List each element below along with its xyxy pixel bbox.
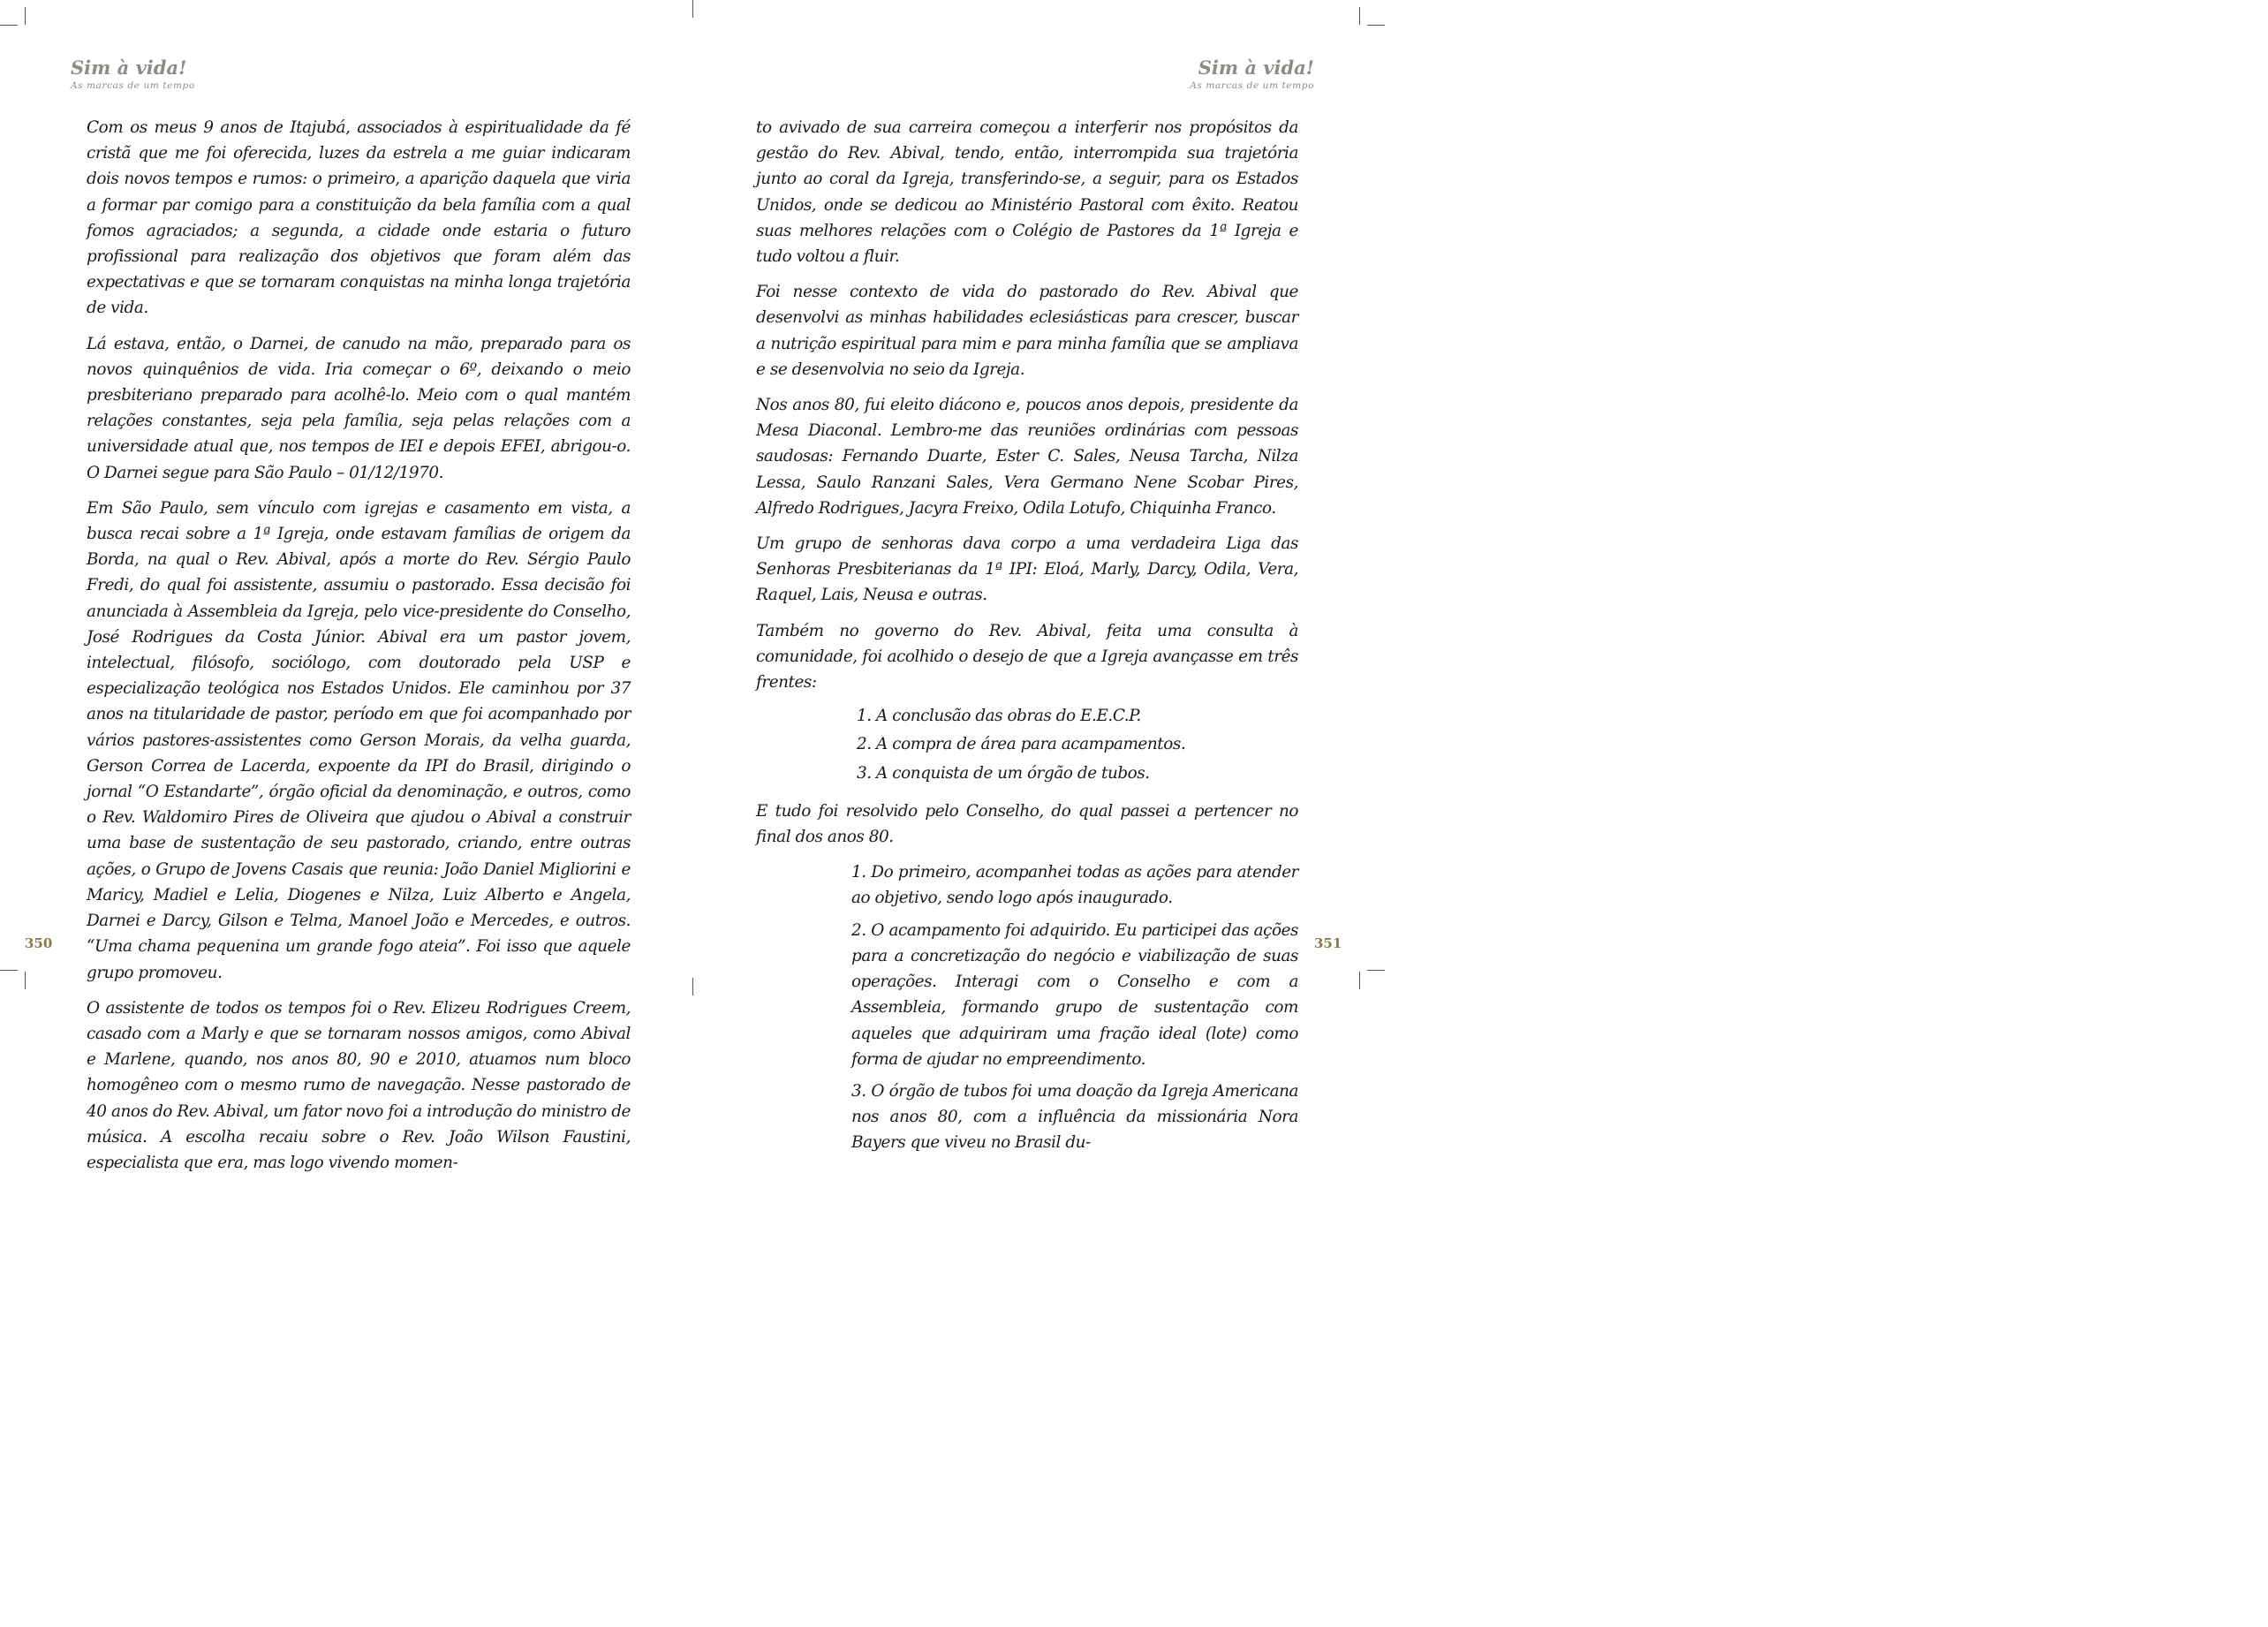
crop-mark [0,25,18,26]
book-title: Sim à vida! [71,57,187,79]
numbered-list-fronts [756,703,1298,786]
numbered-list-outcomes [756,859,1298,1155]
paragraph: E tudo foi resolvido pelo Conselho, do qual passei a pertencer no final dos anos 80. [756,801,1298,847]
paragraph: O assistente de todos os tempos foi o Rev. Elizeu Rodrigues Creem, casado com a Marly e que se tornaram nossos amigos, como Abival e Marlene, quando, nos anos 80, 90 e 2010, atuamos num bloco homogêneo com o mesmo rumo de navegação. Nesse pastorado de 40 anos do Rev. Abival, um fator novo foi a introdução do ministro de música. A escolha recaiu sobre o Rev. João Wilson Faustini, especialista que era, mas logo vivendo momen- [87,998,631,1172]
crop-mark [1359,972,1360,989]
list-item: 1. A conclusão das obras do E.E.C.P. [857,707,1141,726]
paragraph: Em São Paulo, sem vínculo com igrejas e casamento em vista, a busca recai sobre a 1ª Igreja, onde estavam famílias de origem da Borda, na qual o Rev. Abival, após a morte do Rev. Sérgio Paulo Fredi, do qual foi assistente, assumiu o pastorado. Essa decisão foi anunciada à Assembleia da Igreja, pelo vice-presidente do Conselho, José Rodrigues da Costa Júnior. Abival era um pastor jovem, intelectual, filósofo, sociólogo, com doutorado pela USP e especialização teológica nos Estados Unidos. Ele caminhou por 37 anos na titularidade de pastor, período em que foi acompanhado por vários pastores-assistentes como Gerson Morais, da velha guarda, Gerson Correa de Lacerda, expoente da IPI do Brasil, dirigindo o jornal “O Estandarte”, órgão oficial da denominação, e outros, como o Rev. Waldomiro Pires de Oliveira que ajudou o Abival a construir uma base de sustentação de seu pastorado, criando, entre outras ações, o Grupo de Jovens Casais que reunia: João Daniel Migliorini e Maricy, Madiel e Lelia, Diogenes e Nilza, Luiz Alberto e Angela, Darnei e Darcy, Gilson e Telma, Manoel João e Mercedes, e outros. “Uma chama pequenina um grande fogo ateia”. Foi isso que aquele grupo promoveu. [87,498,631,982]
running-header-left [71,57,247,92]
list-item: 1. Do primeiro, acompanhei todas as ações para atender ao objetivo, sendo logo após inaugurado. [851,863,1298,908]
page-number-right: 351 [1314,935,1342,951]
paragraph: Nos anos 80, fui eleito diácono e, poucos anos depois, presidente da Mesa Diaconal. Lembro-me das reuniões ordinárias com pessoas saudosas: Fernando Duarte, Ester C. Sales, Neusa Tarcha, Nilza Lessa, Saulo Ranzani Sales, Vera Germano Nene Scobar Pires, Alfredo Rodrigues, Jacyra Freixo, Odila Lotufo, Chiquinha Franco. [756,396,1298,518]
book-title: Sim à vida! [1198,57,1314,79]
page-number-left: 350 [25,935,53,951]
running-header-right [1138,57,1314,92]
crop-mark [1367,25,1385,26]
paragraph: Um grupo de senhoras dava corpo a uma verdadeira Liga das Senhoras Presbiterianas da 1ª IPI: Eloá, Marly, Darcy, Odila, Vera, Raquel, Lais, Neusa e outras. [756,534,1298,605]
book-subtitle: As marcas de um tempo [1190,80,1314,91]
list-item: 2. O acampamento foi adquirido. Eu participei das ações para a concretização do negócio e viabilização de suas operações. Interagi com o Conselho e com a Assembleia, formando grupo de sustentação com aqueles que adquiriram uma fração ideal (lote) como forma de ajudar no empreendimento. [851,920,1298,1069]
crop-mark [25,7,26,25]
crop-mark [25,972,26,989]
crop-mark [0,970,18,971]
crop-mark [1367,970,1385,971]
list-item: 2. A compra de área para acampamentos. [857,735,1186,754]
book-spread [0,0,1385,1172]
left-page-body [87,115,631,1185]
book-subtitle: As marcas de um tempo [71,80,195,91]
paragraph: Lá estava, então, o Darnei, de canudo na mão, preparado para os novos quinquênios de vida. Iria começar o 6º, deixando o meio presbiteriano preparado para acolhê-lo. Meio com o qual mantém relações constantes, seja pela família, seja pelas relações com a universidade atual que, nos tempos de IEI e depois EFEI, abrigou-o. O Darnei segue para São Paulo – 01/12/1970. [87,334,631,482]
paragraph: Com os meus 9 anos de Itajubá, associados à espiritualidade da fé cristã que me foi oferecida, luzes da estrela a me guiar indicaram dois novos tempos e rumos: o primeiro, a aparição daquela que viria a formar par comigo para a constituição da bela família com a qual fomos agraciados; a segunda, a cidade onde estaria o futuro profissional para realização dos objetivos que foram além das expectativas e que se tornaram conquistas na minha longa trajetória de vida. [87,118,631,318]
crop-mark [1359,7,1360,25]
crop-mark [692,978,693,995]
right-page-body [756,115,1298,1162]
list-item: 3. A conquista de um órgão de tubos. [857,763,1150,783]
list-item: 3. O órgão de tubos foi uma doação da Igreja Americana nos anos 80, com a influência da missionária Nora Bayers que viveu no Brasil du- [851,1081,1298,1153]
paragraph: Também no governo do Rev. Abival, feita uma consulta à comunidade, foi acolhido o desejo de que a Igreja avançasse em três frentes: [756,621,1298,692]
paragraph: Foi nesse contexto de vida do pastorado do Rev. Abival que desenvolvi as minhas habilidades eclesiásticas para crescer, buscar a nutrição espiritual para mim e para minha família que se ampliava e se desenvolvia no seio da Igreja. [756,283,1298,379]
paragraph: to avivado de sua carreira começou a interferir nos propósitos da gestão do Rev. Abival, tendo, então, interrompida sua trajetória junto ao coral da Igreja, transferindo-se, a seguir, para os Estados Unidos, onde se dedicou ao Ministério Pastoral com êxito. Reatou suas melhores relações com o Colégio de Pastores da 1ª Igreja e tudo voltou a fluir. [756,118,1298,267]
crop-mark [692,0,693,18]
